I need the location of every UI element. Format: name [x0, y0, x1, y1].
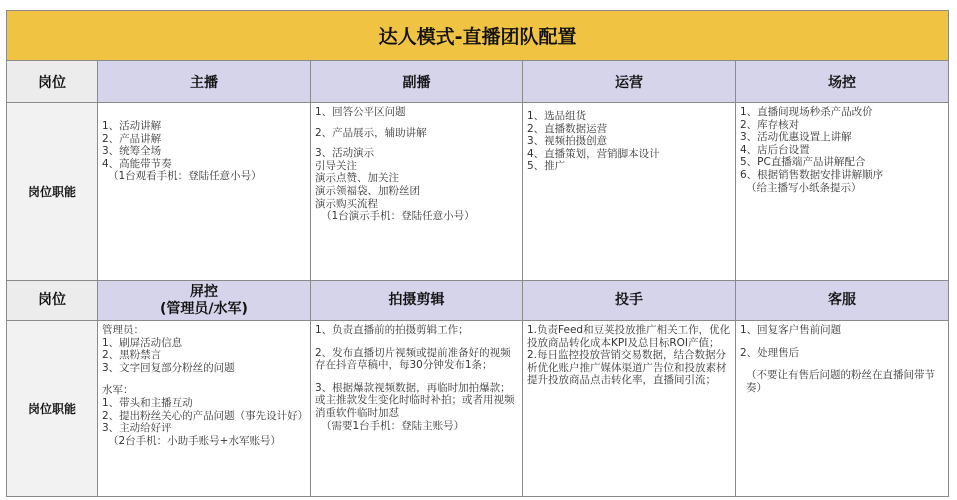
pingkong-footer: （2台手机：小助手账号+水军账号） — [108, 434, 281, 447]
pingkong-line: 3、主动给好评 — [102, 422, 172, 435]
pingkong-line: 3、文字回复部分粉丝的问题 — [102, 361, 235, 374]
table-title: 达人模式-直播团队配置 — [7, 11, 949, 61]
pingkong-line: 1、带头和主播互动 — [102, 396, 193, 409]
fubo-footer: （1台演示手机：登陆任意小号） — [321, 210, 475, 223]
cell-yunying-duties — [523, 103, 736, 281]
pingkong-line — [102, 374, 306, 384]
paishe-line — [315, 372, 518, 382]
yunying-line: 2、直播数据运营 — [527, 122, 608, 135]
paishe-line: 1、负责直播前的拍摄剪辑工作； — [315, 324, 469, 336]
yunying-line: 1、选品组货 — [527, 110, 587, 122]
title-row — [7, 11, 949, 61]
toushou-line: 2.每日监控投放营销交易数据，结合数据分析优化账户推广媒体渠道广告位和投放素材提升投放商品点击转化率，直播间引流； — [527, 349, 727, 387]
changkong-line: 1、直播间现场秒杀产品改价 — [740, 106, 873, 118]
zhubo-line: 4、高能带节奏 — [102, 157, 172, 170]
header-pingkong — [98, 281, 311, 321]
fubo-line: 引导关注 — [315, 159, 357, 172]
paishe-lines — [315, 324, 518, 420]
pingkong-lines — [102, 324, 309, 435]
pingkong-line: 2、黑粉禁言 — [102, 349, 162, 362]
kefu-line — [740, 359, 944, 369]
fubo-lines — [315, 106, 518, 210]
zhubo-line: 3、统筹全场 — [102, 145, 162, 158]
header-paishe: 拍摄剪辑 — [311, 281, 523, 321]
cell-paishe-duties — [311, 321, 523, 497]
header-toushou: 投手 — [523, 281, 736, 321]
changkong-line: 4、店后台设置 — [740, 143, 810, 156]
cell-toushou-duties — [523, 321, 736, 497]
header-pingkong-sub: (管理员/水军) — [160, 300, 248, 317]
zhubo-line: 1、活动讲解 — [102, 120, 162, 132]
paishe-line: 3、根据爆款视频数据，再临时加拍爆款；或主推款发生变化时临时补拍；或者用视频消重软件临时加怼 — [315, 381, 515, 419]
changkong-line: 6、根据销售数据安排讲解顺序 — [740, 168, 884, 181]
changkong-line: 5、PC直播端产品讲解配合 — [740, 156, 866, 169]
fubo-line: 3、活动演示 — [315, 147, 375, 160]
cell-zhubo-duties — [98, 103, 311, 281]
header-zhubo: 主播 — [98, 61, 311, 103]
fubo-line: 1、回答公平区问题 — [315, 106, 406, 118]
row-label-duties: 岗位职能 — [7, 103, 98, 281]
header-pingkong-title: 屏控 — [190, 283, 218, 300]
cell-kefu-duties — [736, 321, 949, 497]
paishe-line — [315, 337, 518, 347]
yunying-line: 3、视频拍摄创意 — [527, 135, 608, 148]
fubo-line — [315, 139, 518, 147]
duties-row-1 — [7, 103, 949, 281]
pingkong-line: 管理员： — [102, 324, 144, 336]
yunying-line: 5、推广 — [527, 160, 566, 173]
cell-fubo-duties — [311, 103, 523, 281]
fubo-line: 2、产品展示，辅助讲解 — [315, 126, 427, 139]
header-kefu: 客服 — [736, 281, 949, 321]
cell-changkong-duties — [736, 103, 949, 281]
team-config-table-wrapper — [6, 10, 948, 495]
kefu-line: 1、回复客户售前问题 — [740, 324, 842, 336]
pingkong-line: 水军： — [102, 384, 134, 397]
kefu-line: （不要让有售后问题的粉丝在直播间带节奏） — [746, 369, 935, 394]
row-label-position: 岗位 — [7, 61, 98, 103]
header-row-2 — [7, 281, 949, 321]
zhubo-footer: （1台观看手机：登陆任意小号） — [108, 170, 262, 183]
changkong-line: （给主播写小纸条提示） — [746, 181, 862, 194]
header-row-1 — [7, 61, 949, 103]
paishe-footer: （需要1台手机：登陆主账号） — [321, 419, 465, 432]
changkong-line: 2、库存核对 — [740, 118, 800, 131]
header-changkong: 场控 — [736, 61, 949, 103]
toushou-line: 1.负责Feed和豆荚投放推广相关工作，优化投放商品转化成本KPI及总目标ROI产值； — [527, 324, 731, 349]
paishe-line: 2、发布直播切片视频或提前准备好的视频存在抖音草稿中，每30分钟发布1条； — [315, 346, 511, 372]
team-config-table — [6, 10, 949, 497]
fubo-line: 演示领福袋、加粉丝团 — [315, 184, 420, 197]
fubo-line — [315, 119, 518, 127]
row-label-duties-2: 岗位职能 — [7, 321, 98, 497]
kefu-line — [740, 337, 944, 347]
row-label-position-2: 岗位 — [7, 281, 98, 321]
yunying-line: 4、直播策划，营销脚本设计 — [527, 147, 660, 160]
pingkong-line: 2、提出粉丝关心的产品问题（事先设计好） — [102, 409, 309, 422]
cell-pingkong-duties — [98, 321, 311, 497]
duties-row-2 — [7, 321, 949, 497]
fubo-line: 演示点赞、加关注 — [315, 172, 399, 185]
fubo-line: 演示购买流程 — [315, 197, 378, 210]
zhubo-lines — [102, 120, 306, 170]
kefu-line: 2、处理售后 — [740, 346, 800, 359]
zhubo-line: 2、产品讲解 — [102, 132, 162, 145]
header-fubo: 副播 — [311, 61, 523, 103]
pingkong-line: 1、刷屏活动信息 — [102, 336, 183, 349]
changkong-line: 3、活动优惠设置上讲解 — [740, 131, 852, 144]
header-yunying: 运营 — [523, 61, 736, 103]
